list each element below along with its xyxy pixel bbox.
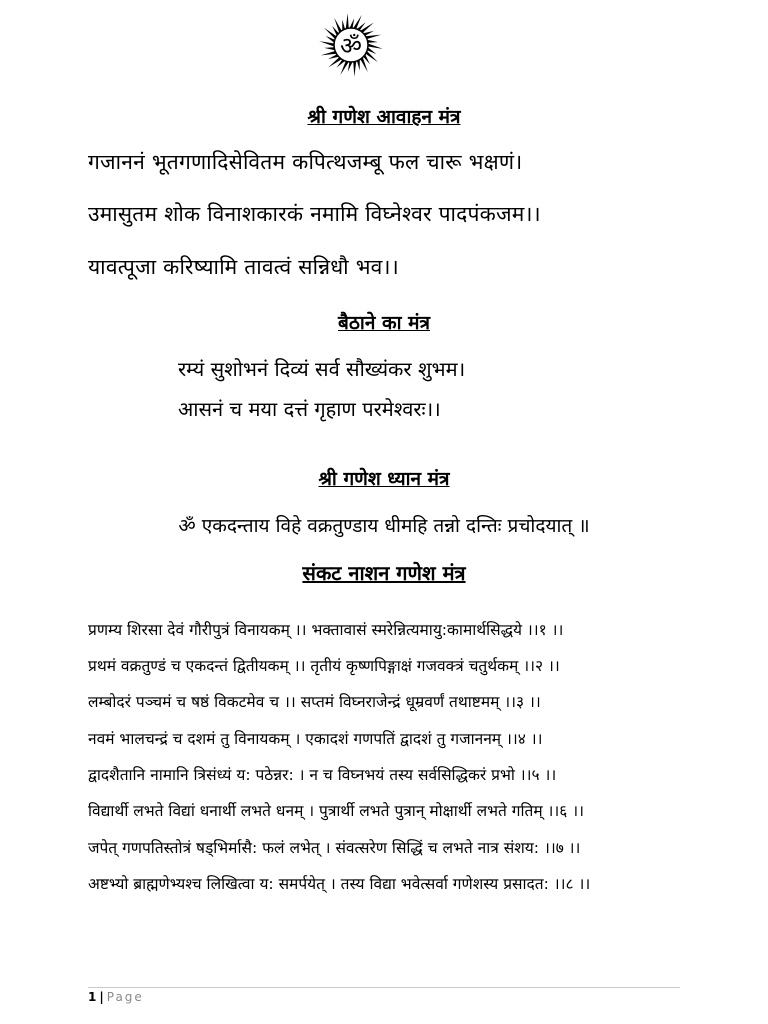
verse-2: प्रथमं वक्रतुण्डं च एकदन्तं द्वितीयकम् ।। तृतीयं कृष्णपिङ्गाक्षं गजवक्त्रं चतुर्थकम् ।।२ ।। <box>88 657 560 675</box>
aavahan-mantra-title: श्री गणेश आवाहन मंत्र <box>307 106 461 128</box>
verse-5: द्वादशैतानि नामानि त्रिसंध्यं य: पठेन्नर: । न च विघ्नभयं तस्य सर्वसिद्धिकरं प्रभो ।।५ ।। <box>88 766 557 784</box>
verse-1: प्रणम्य शिरसा देवं गौरीपुत्रं विनायकम् ।। भक्तावासं स्मरेन्नित्यमायु:कामार्थसिद्धये ।।१ ।। <box>88 621 564 639</box>
aavahan-line-2: उमासुतम शोक विनाशकारकं नमामि विघ्नेश्वर पादपंकजम।। <box>88 202 541 226</box>
aavahan-line-3: यावत्पूजा करिष्यामि तावत्वं सन्निधौ भव।। <box>88 255 399 279</box>
svg-text:ॐ: ॐ <box>340 32 362 60</box>
dhyan-mantra-line: ॐ एकदन्ताय विहे वक्रतुण्डाय धीमहि तन्नो दन्तिः प्रचोदयात् ॥ <box>178 515 590 537</box>
page-number: 1 <box>88 990 97 1004</box>
baithane-mantra-title: बैठाने का मंत्र <box>338 312 430 334</box>
page-footer <box>88 990 144 1004</box>
verse-8: अष्टभ्यो ब्राह्मणेभ्यश्च लिखित्वा य: समर्पयेत् । तस्य विद्या भवेत्सर्वा गणेशस्य प्रसादत: ।।८ ।। <box>88 875 591 893</box>
baithane-line-2: आसनं च मया दत्तं गृहाण परमेश्वरः।। <box>178 397 441 421</box>
om-sun-icon <box>318 12 384 78</box>
page-separator: | <box>99 990 104 1004</box>
verse-3: लम्बोदरं पञ्चमं च षष्ठं विकटमेव च ।। सप्तमं विघ्नराजेन्द्रं धूम्रवर्णं तथाष्टमम् ।।३ ।। <box>88 693 541 711</box>
verse-7: जपेत् गणपतिस्तोत्रं षड्भिर्मासै: फलं लभेत् । संवत्सरेण सिद्धिं च लभते नात्र संशय: ।।७ ।। <box>88 839 581 857</box>
sankat-nashan-title: संकट नाशन गणेश मंत्र <box>302 561 466 585</box>
dhyan-mantra-title: श्री गणेश ध्यान मंत्र <box>318 468 450 490</box>
footer-divider <box>88 987 680 988</box>
page-label: Page <box>106 990 144 1004</box>
verse-4: नवमं भालचन्द्रं च दशमं तु विनायकम् । एकादशं गणपतिं द्वादशं तु गजाननम् ।।४ ।। <box>88 730 543 748</box>
aavahan-line-1: गजाननं भूतगणादिसेवितम कपित्थजम्बू फल चारू भक्षणं। <box>88 150 523 174</box>
baithane-line-1: रम्यं सुशोभनं दिव्यं सर्व सौख्यंकर शुभम। <box>178 357 466 381</box>
verse-6: विद्यार्थी लभते विद्यां धनार्थी लभते धनम् । पुत्रार्थी लभते पुत्रान् मोक्षार्थी लभते गतिम् ।।६ ।। <box>88 802 585 820</box>
